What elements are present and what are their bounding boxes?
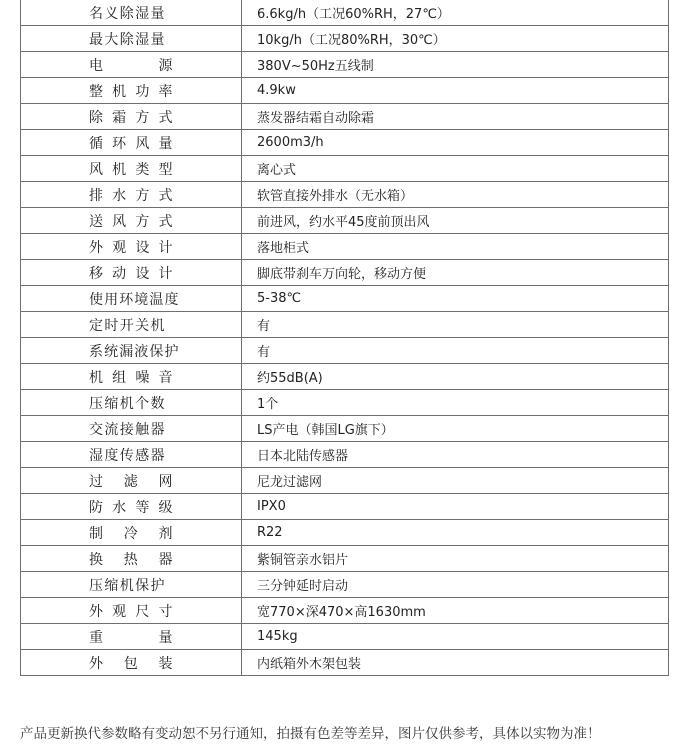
- spec-row: [21, 286, 669, 312]
- spec-row: [21, 546, 669, 572]
- spec-value: 有: [242, 338, 669, 364]
- spec-label: 移动设计: [89, 265, 173, 282]
- spec-label: 重量: [89, 629, 173, 646]
- spec-label: 机组噪音: [89, 369, 173, 386]
- spec-label-cell: [21, 286, 242, 312]
- spec-label-cell: [21, 26, 242, 52]
- spec-value: 约55dB(A): [242, 364, 669, 390]
- spec-value: 尼龙过滤网: [242, 468, 669, 494]
- spec-value: 10kg/h（工况80%RH，30℃）: [242, 26, 669, 52]
- spec-label: 系统漏液保护: [89, 343, 179, 360]
- spec-label: 外观尺寸: [89, 603, 173, 620]
- spec-label-cell: [21, 130, 242, 156]
- spec-value: R22: [242, 520, 669, 546]
- spec-label: 交流接触器: [89, 421, 165, 438]
- spec-label-cell: [21, 572, 242, 598]
- spec-value: 有: [242, 312, 669, 338]
- spec-value: IPX0: [242, 494, 669, 520]
- spec-table-body: [21, 0, 669, 676]
- spec-value: 1个: [242, 390, 669, 416]
- spec-label-cell: [21, 598, 242, 624]
- spec-row: [21, 338, 669, 364]
- spec-label: 名义除湿量: [89, 5, 165, 22]
- spec-label-cell: [21, 520, 242, 546]
- spec-value: 145kg: [242, 624, 669, 650]
- spec-label-cell: [21, 468, 242, 494]
- spec-row: [21, 26, 669, 52]
- spec-label: 风机类型: [89, 161, 173, 178]
- spec-label-cell: [21, 494, 242, 520]
- spec-label: 循环风量: [89, 135, 173, 152]
- spec-label: 换热器: [89, 551, 173, 568]
- spec-row: [21, 598, 669, 624]
- spec-label-cell: [21, 338, 242, 364]
- spec-row: [21, 520, 669, 546]
- spec-label-cell: [21, 416, 242, 442]
- spec-value: 内纸箱外木架包装: [242, 650, 669, 676]
- spec-label-cell: [21, 208, 242, 234]
- spec-value: LS产电（韩国LG旗下）: [242, 416, 669, 442]
- spec-value: 紫铜管亲水铝片: [242, 546, 669, 572]
- spec-label-cell: [21, 624, 242, 650]
- spec-label: 使用环境温度: [89, 291, 179, 308]
- spec-label-cell: [21, 104, 242, 130]
- spec-label: 压缩机保护: [89, 577, 165, 594]
- spec-value: 软管直接外排水（无水箱）: [242, 182, 669, 208]
- spec-table: [20, 0, 669, 676]
- spec-row: [21, 364, 669, 390]
- spec-value: 2600m3/h: [242, 130, 669, 156]
- spec-value: 日本北陆传感器: [242, 442, 669, 468]
- spec-row: [21, 494, 669, 520]
- spec-label-cell: [21, 650, 242, 676]
- spec-label-cell: [21, 52, 242, 78]
- spec-label-cell: [21, 312, 242, 338]
- spec-value: 380V~50Hz五线制: [242, 52, 669, 78]
- spec-row: [21, 208, 669, 234]
- spec-label: 除霜方式: [89, 109, 173, 126]
- spec-label-cell: [21, 260, 242, 286]
- spec-label-cell: [21, 442, 242, 468]
- spec-value: 三分钟延时启动: [242, 572, 669, 598]
- spec-row: [21, 130, 669, 156]
- spec-row: [21, 52, 669, 78]
- spec-label-cell: [21, 234, 242, 260]
- spec-row: [21, 234, 669, 260]
- spec-label: 整机功率: [89, 83, 173, 100]
- spec-label-cell: [21, 364, 242, 390]
- spec-row: [21, 624, 669, 650]
- spec-label: 外包装: [89, 655, 173, 672]
- spec-row: [21, 442, 669, 468]
- spec-value: 6.6kg/h（工况60%RH，27℃）: [242, 0, 669, 26]
- spec-label: 湿度传感器: [89, 447, 165, 464]
- spec-row: [21, 156, 669, 182]
- spec-label: 压缩机个数: [89, 395, 165, 412]
- spec-row: [21, 650, 669, 676]
- spec-row: [21, 182, 669, 208]
- spec-value: 前进风，约水平45度前顶出风: [242, 208, 669, 234]
- disclaimer-notice: 产品更新换代参数略有变动恕不另行通知，拍摄有色差等差异，图片仅供参考，具体以实物为准！: [20, 726, 601, 742]
- spec-label: 电源: [89, 57, 173, 74]
- spec-label-cell: [21, 390, 242, 416]
- spec-label-cell: [21, 156, 242, 182]
- spec-label: 最大除湿量: [89, 31, 165, 48]
- spec-row: [21, 468, 669, 494]
- spec-label-cell: [21, 0, 242, 26]
- spec-row: [21, 416, 669, 442]
- spec-row: [21, 572, 669, 598]
- spec-row: [21, 0, 669, 26]
- spec-value: 4.9kw: [242, 78, 669, 104]
- spec-value: 5-38℃: [242, 286, 669, 312]
- spec-label: 排水方式: [89, 187, 173, 204]
- spec-row: [21, 312, 669, 338]
- spec-row: [21, 390, 669, 416]
- spec-label: 制冷剂: [89, 525, 173, 542]
- spec-value: 蒸发器结霜自动除霜: [242, 104, 669, 130]
- spec-label-cell: [21, 182, 242, 208]
- spec-label: 外观设计: [89, 239, 173, 256]
- spec-row: [21, 260, 669, 286]
- spec-value: 宽770×深470×高1630mm: [242, 598, 669, 624]
- spec-value: 落地柜式: [242, 234, 669, 260]
- spec-label: 过滤网: [89, 473, 173, 490]
- spec-row: [21, 78, 669, 104]
- spec-label-cell: [21, 546, 242, 572]
- spec-label: 防水等级: [89, 499, 173, 516]
- spec-value: 离心式: [242, 156, 669, 182]
- spec-label-cell: [21, 78, 242, 104]
- spec-label: 送风方式: [89, 213, 173, 230]
- spec-row: [21, 104, 669, 130]
- spec-value: 脚底带刹车万向轮，移动方便: [242, 260, 669, 286]
- spec-label: 定时开关机: [89, 317, 165, 334]
